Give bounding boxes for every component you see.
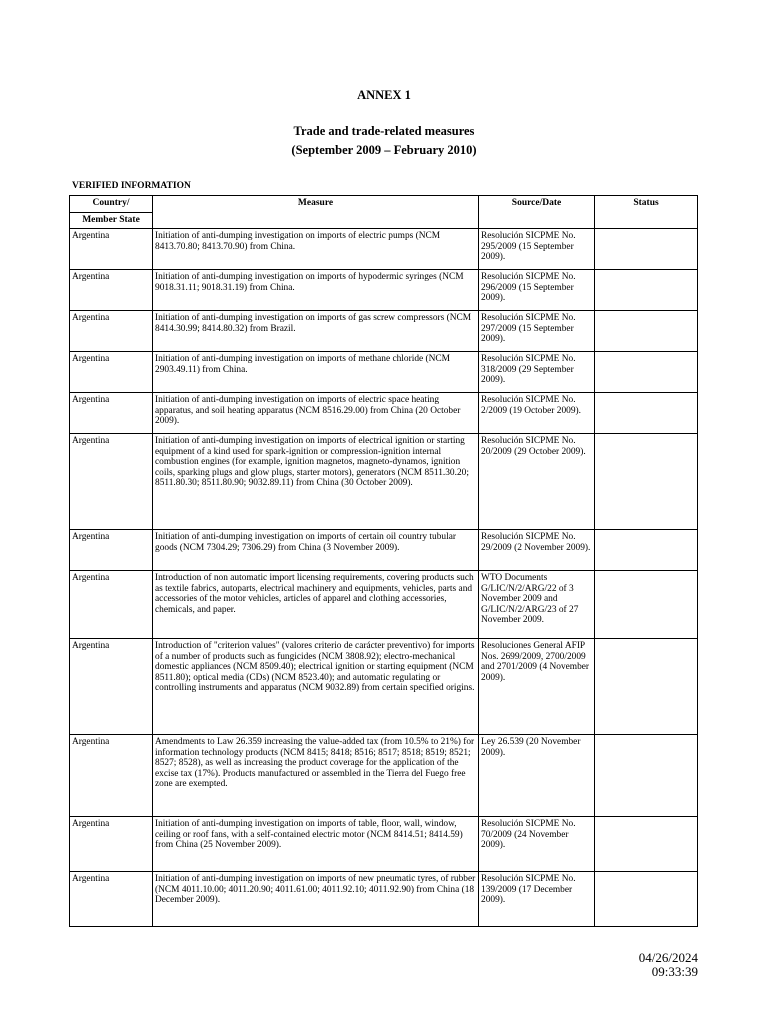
source-cell: Resolución SICPME No. 70/2009 (24 November 2009). <box>479 817 595 872</box>
country-cell: Argentina <box>70 352 153 393</box>
country-cell: Argentina <box>70 817 153 872</box>
print-date: 04/26/2024 <box>638 950 698 965</box>
table-row <box>70 393 698 434</box>
source-column-header: Source/Date <box>479 196 595 229</box>
status-cell <box>595 311 698 352</box>
country-cell: Argentina <box>70 229 153 270</box>
status-cell <box>595 639 698 735</box>
status-cell <box>595 393 698 434</box>
table-row <box>70 270 698 311</box>
measure-cell: Initiation of anti-dumping investigation on imports of hypodermic syringes (NCM 9018.31.11; 9018.31.19) from China. <box>153 270 479 311</box>
country-cell: Argentina <box>70 434 153 530</box>
source-cell: Resoluciones General AFIP Nos. 2699/2009, 2700/2009 and 2701/2009 (4 November 2009). <box>479 639 595 735</box>
table-row <box>70 229 698 270</box>
measure-cell: Amendments to Law 26.359 increasing the value-added tax (from 10.5% to 21%) for information technology products (NCM 8415; 8418; 8516; 8517; 8518; 8519; 8521; 8527; 8528), as well as increasing the product coverage for the application of the excise tax (17%). Products manufactured or assembled in the Tierra del Fuego free zone are exempted. <box>153 735 479 817</box>
table-row <box>70 817 698 872</box>
source-cell: Resolución SICPME No. 296/2009 (15 September 2009). <box>479 270 595 311</box>
table-row <box>70 571 698 639</box>
status-cell <box>595 530 698 571</box>
member-state-column-header: Member State <box>70 213 153 229</box>
measure-cell: Initiation of anti-dumping investigation on imports of electric pumps (NCM 8413.70.80; 8413.70.90) from China. <box>153 229 479 270</box>
table-row <box>70 639 698 735</box>
table-row <box>70 530 698 571</box>
status-cell <box>595 817 698 872</box>
status-cell <box>595 352 698 393</box>
status-cell <box>595 571 698 639</box>
country-cell: Argentina <box>70 735 153 817</box>
country-cell: Argentina <box>70 311 153 352</box>
source-cell: Resolución SICPME No. 297/2009 (15 September 2009). <box>479 311 595 352</box>
country-column-header: Country/ <box>70 196 153 213</box>
source-cell: Resolución SICPME No. 139/2009 (17 December 2009). <box>479 872 595 927</box>
country-cell: Argentina <box>70 639 153 735</box>
status-cell <box>595 872 698 927</box>
source-cell: Resolución SICPME No. 2/2009 (19 October 2009). <box>479 393 595 434</box>
measure-cell: Initiation of anti-dumping investigation on imports of new pneumatic tyres, of rubber (NCM 4011.10.00; 4011.20.90; 4011.61.00; 4011.92.10; 4011.92.90) from China (18 December 2009). <box>153 872 479 927</box>
country-cell: Argentina <box>70 393 153 434</box>
measures-table <box>69 195 698 927</box>
status-cell <box>595 229 698 270</box>
status-column-header: Status <box>595 196 698 229</box>
print-time: 09:33:39 <box>651 964 698 979</box>
document-title: Trade and trade-related measures <box>293 124 475 138</box>
table-row <box>70 434 698 530</box>
source-cell: Ley 26.539 (20 November 2009). <box>479 735 595 817</box>
source-cell: Resolución SICPME No. 295/2009 (15 September 2009). <box>479 229 595 270</box>
source-cell: Resolución SICPME No. 20/2009 (29 October 2009). <box>479 434 595 530</box>
measure-cell: Initiation of anti-dumping investigation on imports of table, floor, wall, window, ceiling or roof fans, with a self-contained electric motor (NCM 8414.51; 8414.59) from China (25 November 2009). <box>153 817 479 872</box>
annex-title: ANNEX 1 <box>357 88 411 102</box>
table-row <box>70 352 698 393</box>
table-row <box>70 311 698 352</box>
measure-cell: Initiation of anti-dumping investigation on imports of electric space heating apparatus, and soil heating apparatus (NCM 8516.29.00) from China (20 October 2009). <box>153 393 479 434</box>
measure-cell: Initiation of anti-dumping investigation on imports of gas screw compressors (NCM 8414.30.99; 8414.80.32) from Brazil. <box>153 311 479 352</box>
table-row <box>70 735 698 817</box>
country-cell: Argentina <box>70 270 153 311</box>
measure-cell: Initiation of anti-dumping investigation on imports of electrical ignition or starting equipment of a kind used for spark-ignition or compression-ignition internal combustion engines (for example, ignition magnetos, magneto-dynamos, ignition coils, sparking plugs and glow plugs, starter motors), generators (NCM 8511.30.20; 8511.80.30; 8511.80.90; 9032.89.11) from China (30 October 2009). <box>153 434 479 530</box>
section-title: VERIFIED INFORMATION <box>72 181 191 191</box>
source-cell: WTO Documents G/LIC/N/2/ARG/22 of 3 November 2009 and G/LIC/N/2/ARG/23 of 27 November 2009. <box>479 571 595 639</box>
status-cell <box>595 270 698 311</box>
measure-cell: Introduction of non automatic import licensing requirements, covering products such as textile fabrics, autoparts, electrical machinery and equipments, vehicles, parts and accessories of the motor vehicles, articles of apparel and clothing accessories, chemicals, and paper. <box>153 571 479 639</box>
measure-column-header: Measure <box>153 196 479 229</box>
table-row <box>70 872 698 927</box>
measure-cell: Introduction of "criterion values" (valores criterio de carácter preventivo) for imports of a number of products such as fungicides (NCM 3808.92); electro-mechanical domestic appliances (NCM 8509.40); electrical ignition or starting equipment (NCM 8511.80); optical media (CDs) (NCM 8523.40); and automatic regulating or controlling instruments and apparatus (NCM 9032.89) from certain specified origins. <box>153 639 479 735</box>
country-cell: Argentina <box>70 530 153 571</box>
source-cell: Resolución SICPME No. 318/2009 (29 September 2009). <box>479 352 595 393</box>
print-timestamp <box>639 951 698 979</box>
status-cell <box>595 434 698 530</box>
country-cell: Argentina <box>70 571 153 639</box>
source-cell: Resolución SICPME No. 29/2009 (2 November 2009). <box>479 530 595 571</box>
measure-cell: Initiation of anti-dumping investigation on imports of methane chloride (NCM 2903.49.11) from China. <box>153 352 479 393</box>
document-period: (September 2009 – February 2010) <box>291 143 477 157</box>
country-cell: Argentina <box>70 872 153 927</box>
measure-cell: Initiation of anti-dumping investigation on imports of certain oil country tubular goods (NCM 7304.29; 7306.29) from China (3 November 2009). <box>153 530 479 571</box>
status-cell <box>595 735 698 817</box>
